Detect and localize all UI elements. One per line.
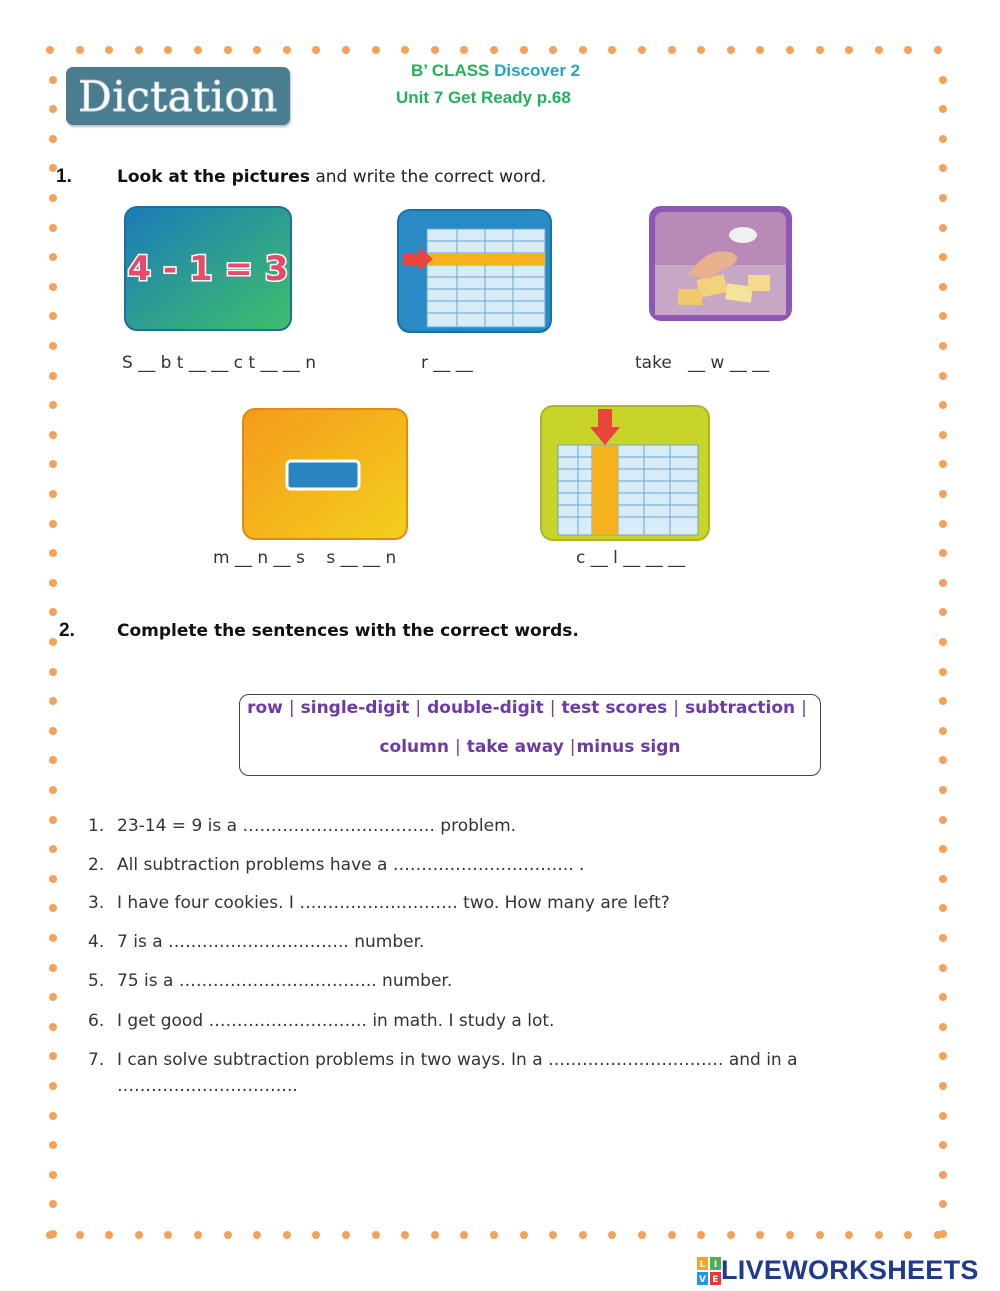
border-dot — [135, 1231, 143, 1239]
border-dot — [816, 46, 824, 54]
liveworksheets-mark-icon — [697, 1257, 721, 1285]
q1-instruction-bold: Look at the pictures — [117, 167, 310, 187]
border-dot — [697, 46, 705, 54]
border-dot — [939, 135, 947, 143]
word-take-away: take away — [466, 737, 564, 757]
border-dot — [49, 342, 57, 350]
caption-row: r __ __ — [421, 353, 473, 373]
border-dot — [49, 1200, 57, 1208]
svg-text:I: I — [713, 1259, 718, 1270]
border-dot — [312, 1231, 320, 1239]
border-dot — [939, 253, 947, 261]
border-dot — [49, 520, 57, 528]
word-double-digit: double-digit — [427, 698, 544, 718]
border-dot — [49, 845, 57, 853]
border-dot — [283, 46, 291, 54]
border-dot — [46, 46, 54, 54]
dictation-title: Dictation — [78, 71, 278, 121]
border-dot — [786, 46, 794, 54]
svg-text:V: V — [699, 1274, 706, 1285]
border-dot — [939, 520, 947, 528]
sentence-6-number: 6. — [88, 1011, 105, 1031]
border-dot — [939, 194, 947, 202]
svg-text:E: E — [712, 1274, 719, 1285]
border-dot — [939, 1230, 947, 1238]
border-dot — [49, 1171, 57, 1179]
border-dot — [939, 816, 947, 824]
border-dot — [49, 608, 57, 616]
sentence-4-number: 4. — [88, 932, 105, 952]
border-dot — [727, 1231, 735, 1239]
border-dot — [105, 46, 113, 54]
border-dot — [283, 1231, 291, 1239]
border-dot — [49, 993, 57, 1001]
border-dot — [608, 46, 616, 54]
border-dot — [579, 1231, 587, 1239]
border-dot — [460, 1231, 468, 1239]
border-dot — [342, 1231, 350, 1239]
border-dot — [904, 1231, 912, 1239]
caption-column: c __ l __ __ __ — [576, 548, 686, 568]
border-dot — [638, 46, 646, 54]
border-dot — [939, 964, 947, 972]
header-class: B’ CLASS — [411, 61, 490, 80]
border-dot — [875, 46, 883, 54]
border-dot — [786, 1231, 794, 1239]
sentence-4: 7 is a ………………………….. number. — [117, 932, 425, 952]
border-dot — [939, 431, 947, 439]
border-dot — [939, 904, 947, 912]
border-dot — [939, 372, 947, 380]
border-dot — [939, 1023, 947, 1031]
border-dot — [342, 46, 350, 54]
border-dot — [845, 1231, 853, 1239]
border-dot — [49, 431, 57, 439]
q1-number: 1. — [56, 166, 72, 187]
q1-instruction — [117, 167, 546, 187]
border-dot — [49, 1141, 57, 1149]
border-dot — [49, 549, 57, 557]
border-dot — [939, 1112, 947, 1120]
border-dot — [49, 875, 57, 883]
liveworksheets-text: LIVEWORKSHEETS — [721, 1255, 979, 1285]
border-dot — [939, 105, 947, 113]
border-dot — [939, 875, 947, 883]
border-dot — [756, 1231, 764, 1239]
border-dot — [939, 638, 947, 646]
border-dot — [939, 934, 947, 942]
border-dot — [164, 46, 172, 54]
column-grid-icon — [540, 405, 710, 541]
border-dot — [939, 460, 947, 468]
svg-text:L: L — [699, 1259, 706, 1270]
border-dot — [401, 46, 409, 54]
border-dot — [49, 1230, 57, 1238]
word-subtraction: subtraction — [684, 698, 796, 718]
border-dot — [164, 1231, 172, 1239]
border-dot — [579, 46, 587, 54]
border-dot — [49, 638, 57, 646]
q2-number: 2. — [59, 620, 75, 641]
border-dot — [939, 756, 947, 764]
border-dot — [49, 194, 57, 202]
border-dot — [904, 46, 912, 54]
border-dot — [939, 401, 947, 409]
minus-sign-icon — [242, 408, 408, 540]
border-dot — [939, 1141, 947, 1149]
sentence-7-continuation: ………………………….. — [117, 1076, 298, 1096]
border-dot — [816, 1231, 824, 1239]
border-dot — [638, 1231, 646, 1239]
sentence-1-number: 1. — [88, 816, 105, 836]
border-dot — [49, 135, 57, 143]
sentence-2-number: 2. — [88, 855, 105, 875]
border-dot — [668, 1231, 676, 1239]
border-dot — [490, 1231, 498, 1239]
border-dot — [49, 786, 57, 794]
caption-minus-sign: m __ n __ s s __ __ n — [213, 548, 397, 568]
border-dot — [939, 76, 947, 84]
border-dot — [253, 1231, 261, 1239]
border-dot — [520, 46, 528, 54]
picture-minus-sign — [242, 408, 408, 540]
border-dot — [549, 1231, 557, 1239]
border-dot — [49, 1082, 57, 1090]
q2-instruction: Complete the sentences with the correct words. — [117, 621, 579, 641]
border-dot — [49, 964, 57, 972]
border-dot — [194, 1231, 202, 1239]
border-dot — [49, 490, 57, 498]
q1-instruction-rest: and write the correct word. — [309, 167, 547, 187]
border-dot — [431, 46, 439, 54]
border-dot — [49, 668, 57, 676]
border-dot — [253, 46, 261, 54]
border-dot — [224, 46, 232, 54]
word-bank-line-1: row | single-digit | double-digit | test scores | subtraction | — [247, 698, 807, 718]
border-dot — [845, 46, 853, 54]
sentence-6: I get good ………………………. in math. I study a lot. — [117, 1011, 555, 1031]
border-dot — [49, 460, 57, 468]
sentence-5: 75 is a …………………………….. number. — [117, 971, 453, 991]
picture-column — [540, 405, 710, 541]
sentence-3-number: 3. — [88, 893, 105, 913]
border-dot — [939, 549, 947, 557]
header-line-2: Unit 7 Get Ready p.68 — [396, 88, 571, 107]
sentence-3: I have four cookies. I ………………………. two. How many are left? — [117, 893, 670, 913]
border-dot — [939, 668, 947, 676]
border-dot — [939, 1052, 947, 1060]
picture-subtraction — [124, 206, 292, 331]
border-dot — [875, 1231, 883, 1239]
border-dot — [76, 46, 84, 54]
border-dot — [49, 372, 57, 380]
border-dot — [49, 579, 57, 587]
border-dot — [49, 76, 57, 84]
sentence-7: I can solve subtraction problems in two ways. In a …………………………. and in a — [117, 1050, 798, 1070]
border-dot — [372, 46, 380, 54]
border-dot — [105, 1231, 113, 1239]
header-line-1 — [411, 61, 580, 81]
cookies-photo-icon — [648, 205, 793, 322]
word-bank — [239, 694, 821, 776]
word-minus-sign: minus sign — [576, 737, 681, 757]
border-dot — [460, 46, 468, 54]
border-dot — [49, 1112, 57, 1120]
word-test-scores: test scores — [561, 698, 668, 718]
border-dot — [49, 1052, 57, 1060]
border-dot — [939, 224, 947, 232]
border-dot — [49, 401, 57, 409]
row-grid-icon — [397, 209, 552, 333]
caption-subtraction: S __ b t __ __ c t __ __ n — [122, 353, 317, 373]
border-dot — [756, 46, 764, 54]
border-dot — [49, 816, 57, 824]
word-single-digit: single-digit — [300, 698, 410, 718]
border-dot — [224, 1231, 232, 1239]
border-dot — [372, 1231, 380, 1239]
sentence-5-number: 5. — [88, 971, 105, 991]
border-dot — [76, 1231, 84, 1239]
border-dot — [934, 46, 942, 54]
border-dot — [939, 608, 947, 616]
border-dot — [939, 164, 947, 172]
border-dot — [49, 1023, 57, 1031]
header-book: Discover 2 — [489, 61, 581, 80]
border-dot — [49, 934, 57, 942]
border-dot — [939, 342, 947, 350]
border-dot — [549, 46, 557, 54]
border-dot — [49, 253, 57, 261]
border-dot — [939, 697, 947, 705]
equation-card-icon — [124, 206, 292, 331]
border-dot — [727, 46, 735, 54]
border-dot — [312, 46, 320, 54]
border-dot — [608, 1231, 616, 1239]
border-dot — [194, 46, 202, 54]
border-dot — [490, 46, 498, 54]
border-dot — [49, 727, 57, 735]
border-dot — [939, 727, 947, 735]
border-dot — [939, 579, 947, 587]
border-dot — [668, 46, 676, 54]
border-dot — [939, 1171, 947, 1179]
border-dot — [697, 1231, 705, 1239]
border-dot — [939, 283, 947, 291]
border-dot — [401, 1231, 409, 1239]
border-dot — [49, 756, 57, 764]
border-dot — [939, 1200, 947, 1208]
sentence-7-number: 7. — [88, 1050, 105, 1070]
sentence-2: All subtraction problems have a ………………………….. . — [117, 855, 585, 875]
border-dot — [49, 283, 57, 291]
border-dot — [49, 312, 57, 320]
border-dot — [49, 904, 57, 912]
word-bank-line-2: column | take away |minus sign — [379, 737, 681, 757]
border-dot — [431, 1231, 439, 1239]
picture-row — [397, 209, 552, 333]
border-dot — [939, 786, 947, 794]
liveworksheets-logo — [697, 1255, 979, 1286]
border-dot — [939, 490, 947, 498]
border-dot — [939, 993, 947, 1001]
border-dot — [939, 312, 947, 320]
border-dot — [135, 46, 143, 54]
word-column: column — [379, 737, 449, 757]
border-dot — [49, 697, 57, 705]
border-dot — [520, 1231, 528, 1239]
dictation-badge — [66, 67, 290, 125]
sentence-1: 23-14 = 9 is a ……………………………. problem. — [117, 816, 517, 836]
word-row: row — [247, 698, 283, 718]
border-dot — [939, 1082, 947, 1090]
picture-take-away — [648, 205, 793, 322]
border-dot — [49, 105, 57, 113]
caption-take-away: take __ w __ __ — [635, 353, 770, 373]
border-dot — [939, 845, 947, 853]
border-dot — [49, 224, 57, 232]
equation-text: 4 - 1 = 3 — [127, 249, 289, 289]
